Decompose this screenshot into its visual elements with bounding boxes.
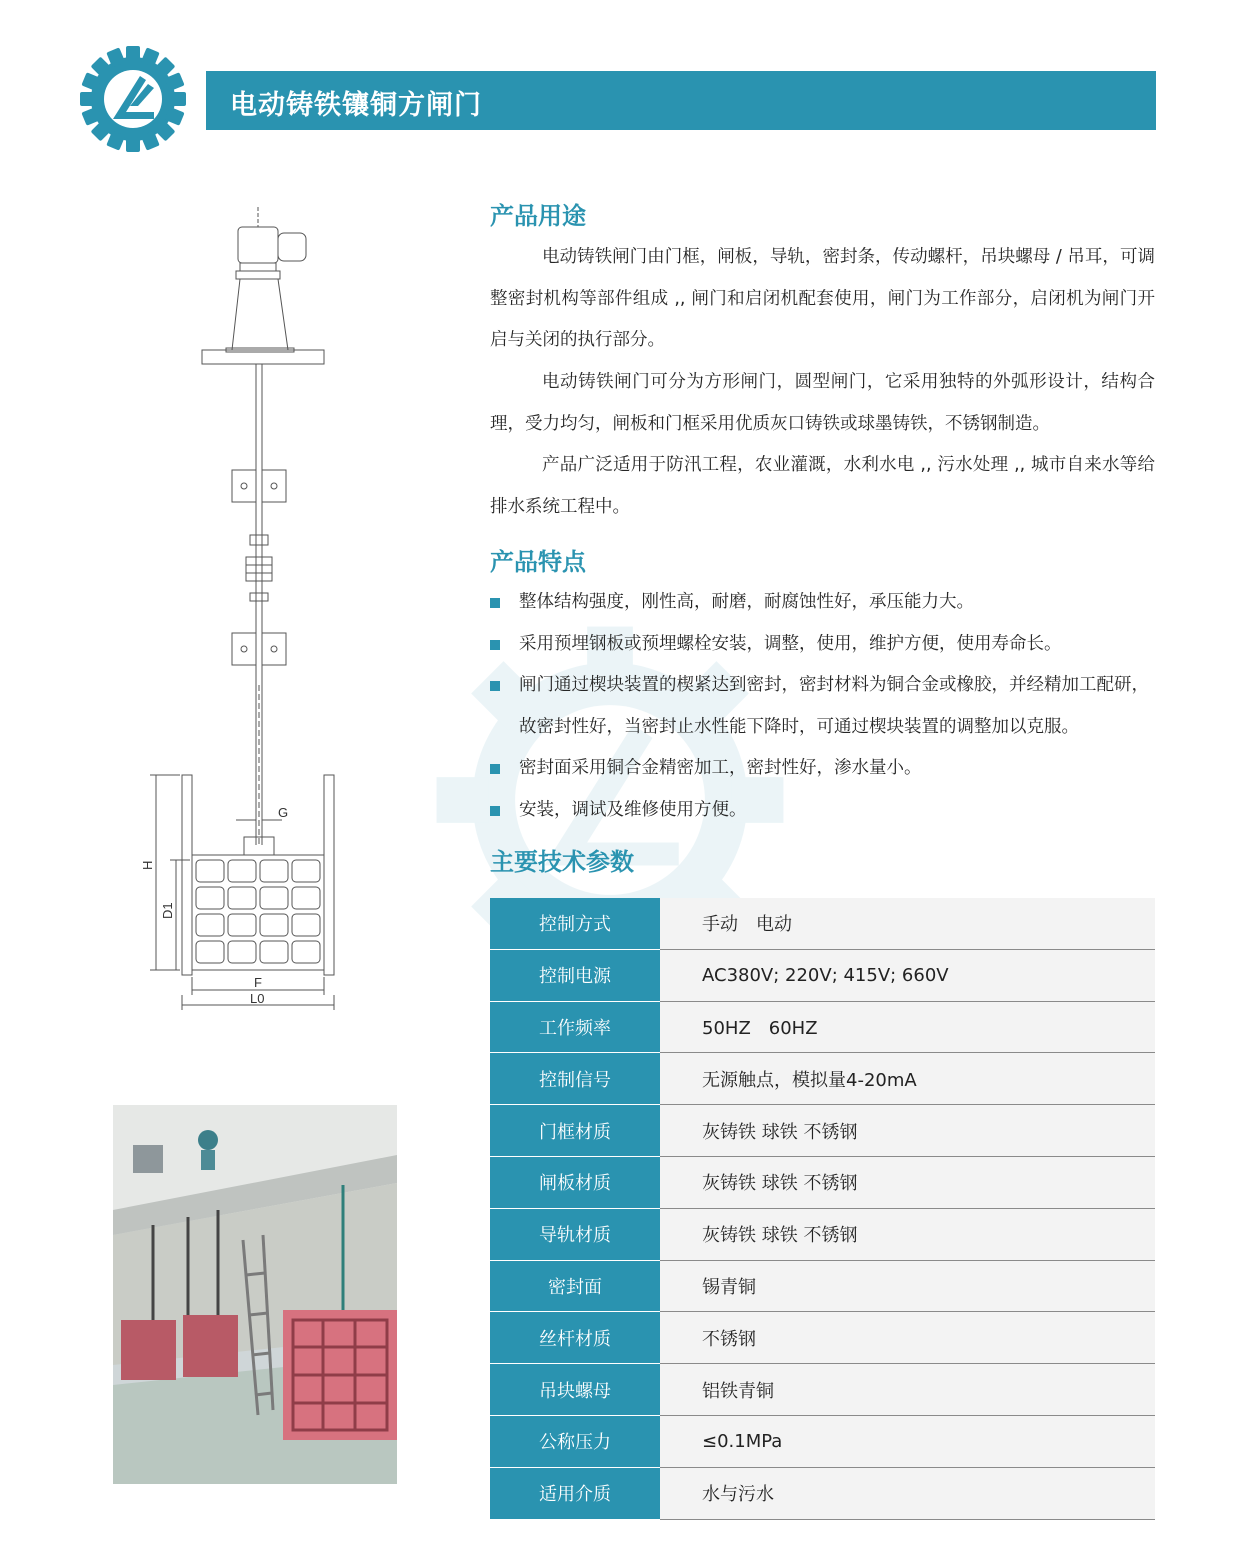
dim-label-f: F	[254, 975, 262, 990]
spec-key: 控制信号	[490, 1053, 660, 1105]
features-list	[490, 582, 1158, 831]
spec-value: 锡青铜	[660, 1260, 1155, 1312]
spec-key: 吊块螺母	[490, 1364, 660, 1416]
dim-label-l0: L0	[250, 991, 265, 1006]
features-heading: 产品特点	[490, 548, 586, 576]
feature-item: 密封面采用铜合金精密加工，密封性好，渗水量小。	[490, 748, 1158, 790]
usage-heading: 产品用途	[490, 202, 586, 230]
spec-key: 密封面	[490, 1260, 660, 1312]
spec-key: 工作频率	[490, 1001, 660, 1053]
gate-technical-drawing	[140, 205, 365, 1010]
square-bullet-icon	[490, 640, 500, 650]
page-title: 电动铸铁镶铜方闸门	[230, 90, 482, 121]
usage-paragraph-1: 电动铸铁闸门由门框，闸板，导轨，密封条，传动螺杆，吊块螺母 / 吊耳，可调整密封机构等部件组成 ,, 闸门和启闭机配套使用，闸门为工作部分，启闭机为闸门开启与关闭的执行部分。	[490, 247, 1155, 350]
square-bullet-icon	[490, 806, 500, 816]
spec-value: 灰铸铁 球铁 不锈钢	[660, 1156, 1155, 1208]
square-bullet-icon	[490, 681, 500, 691]
table-row	[490, 1415, 1155, 1467]
title-bar	[206, 71, 1156, 130]
spec-value: 灰铸铁 球铁 不锈钢	[660, 1105, 1155, 1157]
spec-key: 闸板材质	[490, 1156, 660, 1208]
table-row	[490, 1312, 1155, 1364]
spec-key: 控制方式	[490, 898, 660, 949]
installation-photo	[113, 1105, 397, 1484]
spec-value: 铝铁青铜	[660, 1364, 1155, 1416]
usage-paragraph-3: 产品广泛适用于防汛工程，农业灌溉，水利水电 ,, 污水处理 ,, 城市自来水等给排水系统工程中。	[490, 455, 1155, 517]
feature-item: 安装，调试及维修使用方便。	[490, 790, 1158, 832]
dim-label-h: H	[140, 860, 155, 870]
dim-label-g: G	[278, 805, 289, 820]
specs-heading: 主要技术参数	[490, 848, 634, 876]
usage-paragraph-2: 电动铸铁闸门可分为方形闸门，圆型闸门，它采用独特的外弧形设计，结构合理，受力均匀，闸板和门框采用优质灰口铸铁或球墨铸铁，不锈钢制造。	[490, 372, 1155, 434]
spec-key: 公称压力	[490, 1415, 660, 1467]
spec-value: 50HZ 60HZ	[660, 1001, 1155, 1053]
table-row	[490, 1156, 1155, 1208]
specs-table	[490, 898, 1155, 1520]
spec-value: 水与污水	[660, 1467, 1155, 1519]
table-row	[490, 1364, 1155, 1416]
spec-key: 丝杆材质	[490, 1312, 660, 1364]
spec-key: 适用介质	[490, 1467, 660, 1519]
spec-value: 无源触点，模拟量4-20mA	[660, 1053, 1155, 1105]
spec-value: ≤0.1MPa	[660, 1415, 1155, 1467]
table-row	[490, 1467, 1155, 1519]
spec-value: 手动 电动	[660, 898, 1155, 949]
spec-value: 不锈钢	[660, 1312, 1155, 1364]
feature-item: 整体结构强度，刚性高，耐磨，耐腐蚀性好，承压能力大。	[490, 582, 1158, 624]
spec-key: 控制电源	[490, 949, 660, 1001]
spec-value: AC380V; 220V; 415V; 660V	[660, 949, 1155, 1001]
table-row	[490, 949, 1155, 1001]
spec-key: 导轨材质	[490, 1208, 660, 1260]
feature-item: 闸门通过楔块装置的楔紧达到密封，密封材料为铜合金或橡胶，并经精加工配研，故密封性好，当密封止水性能下降时，可通过楔块装置的调整加以克服。	[490, 665, 1158, 748]
square-bullet-icon	[490, 598, 500, 608]
table-row	[490, 1105, 1155, 1157]
feature-item: 采用预埋钢板或预埋螺栓安装，调整，使用，维护方便，使用寿命长。	[490, 624, 1158, 666]
table-row	[490, 898, 1155, 949]
company-logo	[78, 44, 188, 154]
table-row	[490, 1053, 1155, 1105]
spec-key: 门框材质	[490, 1105, 660, 1157]
square-bullet-icon	[490, 764, 500, 774]
table-row	[490, 1001, 1155, 1053]
dim-label-d1: D1	[160, 902, 175, 919]
spec-value: 灰铸铁 球铁 不锈钢	[660, 1208, 1155, 1260]
table-row	[490, 1260, 1155, 1312]
table-row	[490, 1208, 1155, 1260]
